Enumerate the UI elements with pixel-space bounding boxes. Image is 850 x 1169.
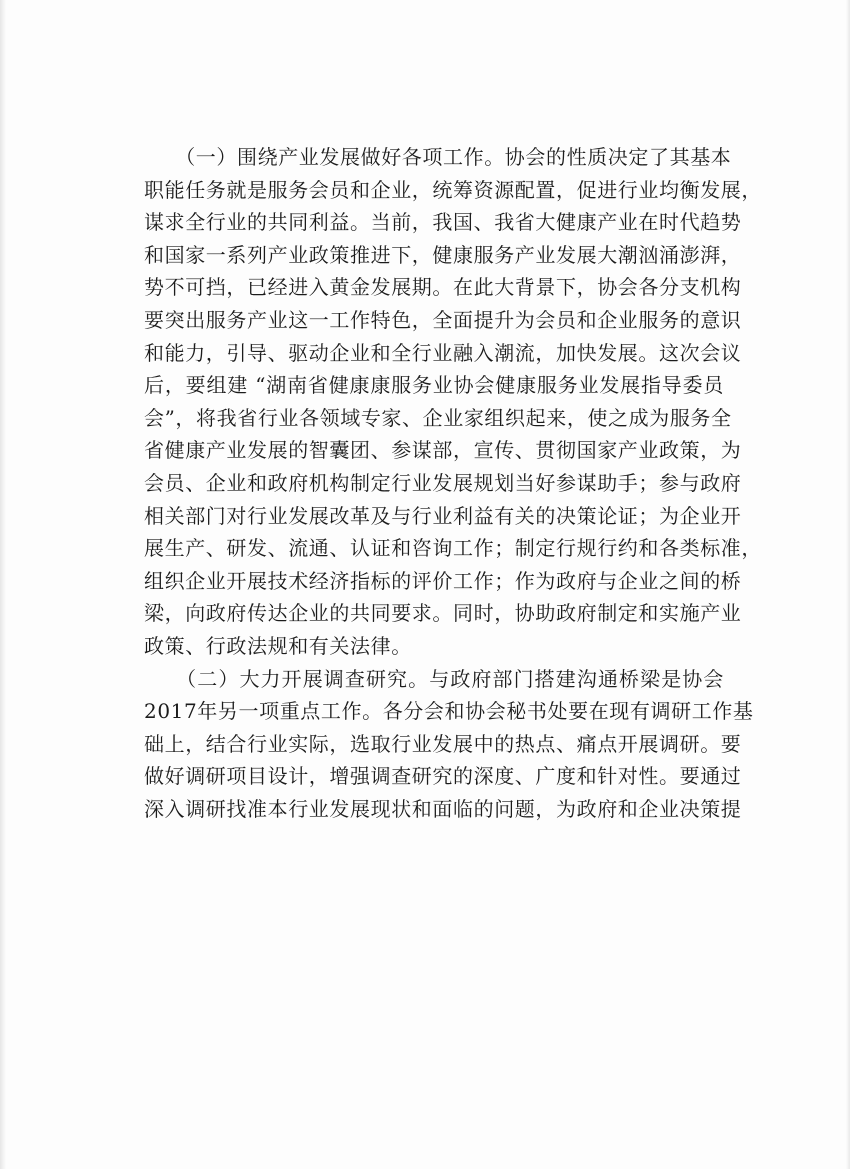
text-line: 会”，将我省行业各领域专家、企业家组织起来，使之成为服务全 [144,405,732,430]
text-line: 势不可挡，已经进入黄金发展期。在此大背景下，协会各分支机构 [144,275,742,300]
text-line: 会员、企业和政府机构制定行业发展规划当好参谋助手；参与政府 [144,470,742,495]
text-line: 职能任务就是服务会员和企业，统筹资源配置，促进行业均衡发展， [144,177,762,202]
text-line: 和国家一系列产业政策推进下，健康服务产业发展大潮汹涌澎湃， [144,242,742,267]
scan-edge-right [846,0,850,1169]
text-line: 要突出服务产业这一工作特色，全面提升为会员和企业服务的意识 [144,307,742,332]
body-text [144,141,762,825]
text-line: 省健康产业发展的智囊团、参谋部，宣传、贯彻国家产业政策，为 [144,438,742,463]
text-line: 做好调研项目设计，增强调查研究的深度、广度和针对性。要通过 [144,764,742,789]
text-line: 谋求全行业的共同利益。当前，我国、我省大健康产业在时代趋势 [144,210,742,235]
text-line: （一）围绕产业发展做好各项工作。协会的性质决定了其基本 [144,145,732,169]
text-line: 相关部门对行业发展改革及与行业利益有关的决策论证；为企业开 [144,503,742,528]
paragraph-end-line: 政策、行政法规和有关法律。 [144,633,412,658]
text-line: 深入调研找准本行业发展现状和面临的问题，为政府和企业决策提 [144,796,742,821]
text-line: 展生产、研发、流通、认证和咨询工作；制定行规行约和各类标准， [144,536,762,561]
text-line: 梁，向政府传达企业的共同要求。同时，协助政府制定和实施产业 [144,601,742,626]
text-line: （二）大力开展调查研究。与政府部门搭建沟通桥梁是协会 [144,666,724,691]
text-line: 组织企业开展技术经济指标的评价工作；作为政府与企业之间的桥 [144,568,742,593]
text-line: 础上，结合行业实际，选取行业发展中的热点、痛点开展调研。要 [144,731,742,756]
scan-edge-left [0,0,6,1169]
text-line: 2017年另一项重点工作。各分会和协会秘书处要在现有调研工作基 [144,699,754,724]
text-line: 和能力，引导、驱动企业和全行业融入潮流，加快发展。这次会议 [144,340,742,365]
text-line: 后，要组建 “湖南省健康康服务业协会健康服务业发展指导委员 [144,373,724,398]
